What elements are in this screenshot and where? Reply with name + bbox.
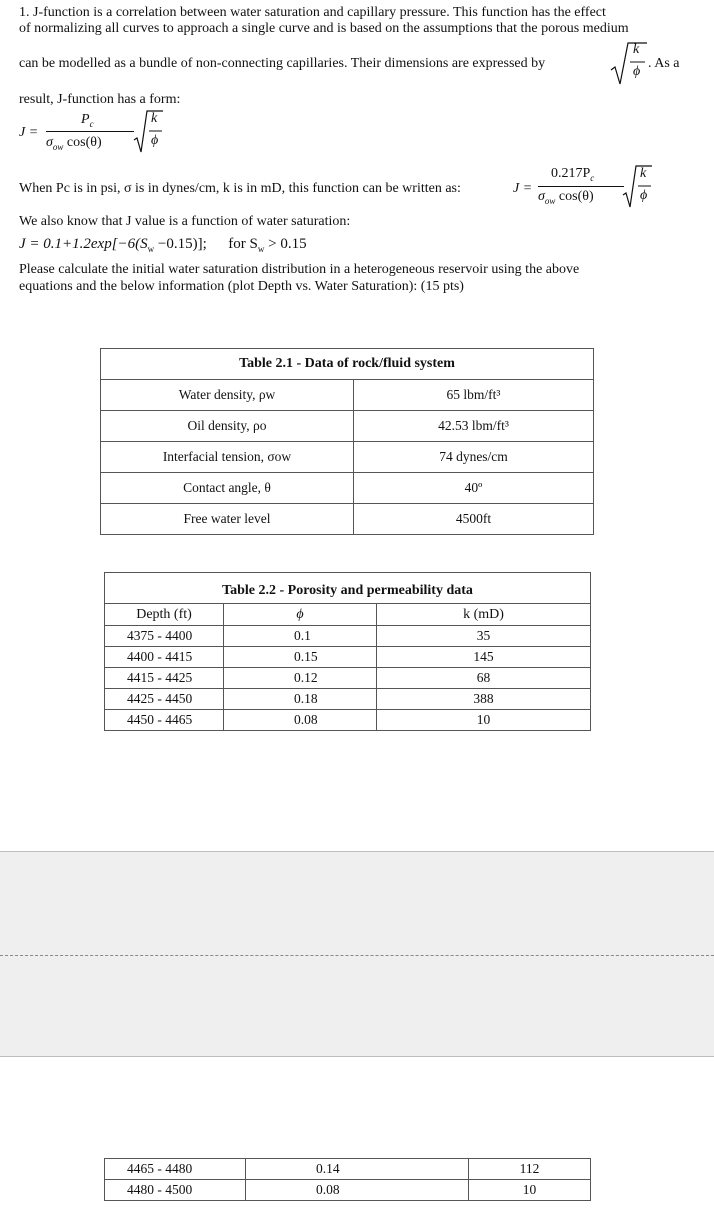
sqrt-k-over-phi-inline (609, 40, 649, 86)
table2-porosity: 0.1 (224, 626, 377, 647)
eq1-num: $P_c$ (81, 112, 94, 129)
intro-line-4: result, J-function has a form: (19, 92, 181, 107)
j-value-text: We also know that J value is a function of water saturation: (19, 214, 351, 229)
table2-permeability: 145 (377, 647, 591, 668)
table2-porosity: 0.18 (224, 689, 377, 710)
table2-porosity: 0.08 (246, 1180, 469, 1201)
table2-depth: 4375 - 4400 (105, 626, 224, 647)
table1-label: Free water level (101, 504, 354, 535)
table-row (101, 411, 594, 442)
j-saturation-equation: $J = 0.1+1.2\exp[-6(S_w -0.15)]$; for $S_w > 0.15$ (19, 236, 307, 254)
table2-permeability: 112 (469, 1159, 591, 1180)
page-top-edge (0, 1056, 714, 1057)
table2-depth: 4400 - 4415 (105, 647, 224, 668)
table2-depth: 4450 - 4465 (105, 710, 224, 731)
table2-permeability: 10 (377, 710, 591, 731)
page-break-dashed-line (0, 955, 714, 956)
intro-line-3-end: . As a (648, 56, 680, 71)
page-break-gap (0, 852, 714, 1056)
table-row (101, 473, 594, 504)
table2-permeability: 388 (377, 689, 591, 710)
table1-value: 74 dynes/cm (354, 442, 594, 473)
table1-label: Oil density, ρo (101, 411, 354, 442)
table2-header-permeability: k (mD) (377, 604, 591, 626)
table2-depth: 4415 - 4425 (105, 668, 224, 689)
table2-porosity: 0.14 (246, 1159, 469, 1180)
table1-title: Table 2.1 - Data of rock/fluid system (101, 349, 594, 380)
inline-root-den: ϕ (633, 64, 641, 79)
table2-permeability: 68 (377, 668, 591, 689)
inline-root-num: k (633, 42, 640, 57)
table2-porosity: 0.12 (224, 668, 377, 689)
eq2-den: $\sigma_{ow}$ cos(θ) (538, 189, 594, 206)
table-porosity-permeability-continued (104, 1158, 591, 1201)
table1-value: 4500ft (354, 504, 594, 535)
eq1-den: $\sigma_{ow}$ cos(θ) (46, 135, 102, 152)
eq2-lhs: J = (513, 181, 533, 196)
table-porosity-permeability (104, 572, 591, 731)
eq1-root-den: ϕ (151, 133, 159, 148)
table2-permeability: 35 (377, 626, 591, 647)
units-text: When Pc is in psi, σ is in dynes/cm, k is in mD, this function can be written as: (19, 181, 461, 196)
table2-header-porosity: ϕ (224, 604, 377, 626)
eq2-fraction-bar (538, 186, 624, 187)
table2-title: Table 2.2 - Porosity and permeability data (105, 573, 591, 604)
table-row (105, 710, 591, 731)
table-row (105, 647, 591, 668)
table1-label: Interfacial tension, σow (101, 442, 354, 473)
eq2-root-num: k (640, 166, 647, 181)
table1-label: Water density, ρw (101, 380, 354, 411)
table2-depth: 4480 - 4500 (105, 1180, 246, 1201)
table-row (101, 442, 594, 473)
eq1-root-num: k (151, 111, 158, 126)
table2-header-row (105, 604, 591, 626)
table1-value: 65 lbm/ft³ (354, 380, 594, 411)
table-row (101, 380, 594, 411)
table-row (105, 668, 591, 689)
task-line-2: equations and the below information (plot Depth vs. Water Saturation): (15 pts) (19, 279, 464, 294)
table2-porosity: 0.08 (224, 710, 377, 731)
table2-depth: 4465 - 4480 (105, 1159, 246, 1180)
table2-permeability: 10 (469, 1180, 591, 1201)
table-rock-fluid (100, 348, 594, 535)
eq2-sqrt (622, 163, 654, 209)
eq2-num: $0.217P_c$ (551, 166, 595, 183)
table-row (105, 1180, 591, 1201)
table-row (101, 504, 594, 535)
table2-porosity: 0.15 (224, 647, 377, 668)
table2-header-depth: Depth (ft) (105, 604, 224, 626)
table1-label: Contact angle, θ (101, 473, 354, 504)
eq1-lhs: J = (19, 125, 39, 140)
table2-depth: 4425 - 4450 (105, 689, 224, 710)
task-line-1: Please calculate the initial water saturation distribution in a heterogeneous reservoir using the above (19, 262, 580, 277)
table-row (105, 1159, 591, 1180)
table-row (105, 689, 591, 710)
table-row (105, 626, 591, 647)
eq1-sqrt (133, 108, 165, 154)
intro-line-3: can be modelled as a bundle of non-connecting capillaries. Their dimensions are expressed by (19, 56, 546, 71)
table1-value: 40º (354, 473, 594, 504)
eq1-fraction-bar (46, 131, 134, 132)
intro-line-1: 1. J-function is a correlation between water saturation and capillary pressure. This function has the effect (19, 5, 606, 20)
table1-value: 42.53 lbm/ft³ (354, 411, 594, 442)
eq2-root-den: ϕ (640, 188, 648, 203)
intro-line-2: of normalizing all curves to approach a single curve and is based on the assumptions that the porous medium (19, 21, 629, 36)
